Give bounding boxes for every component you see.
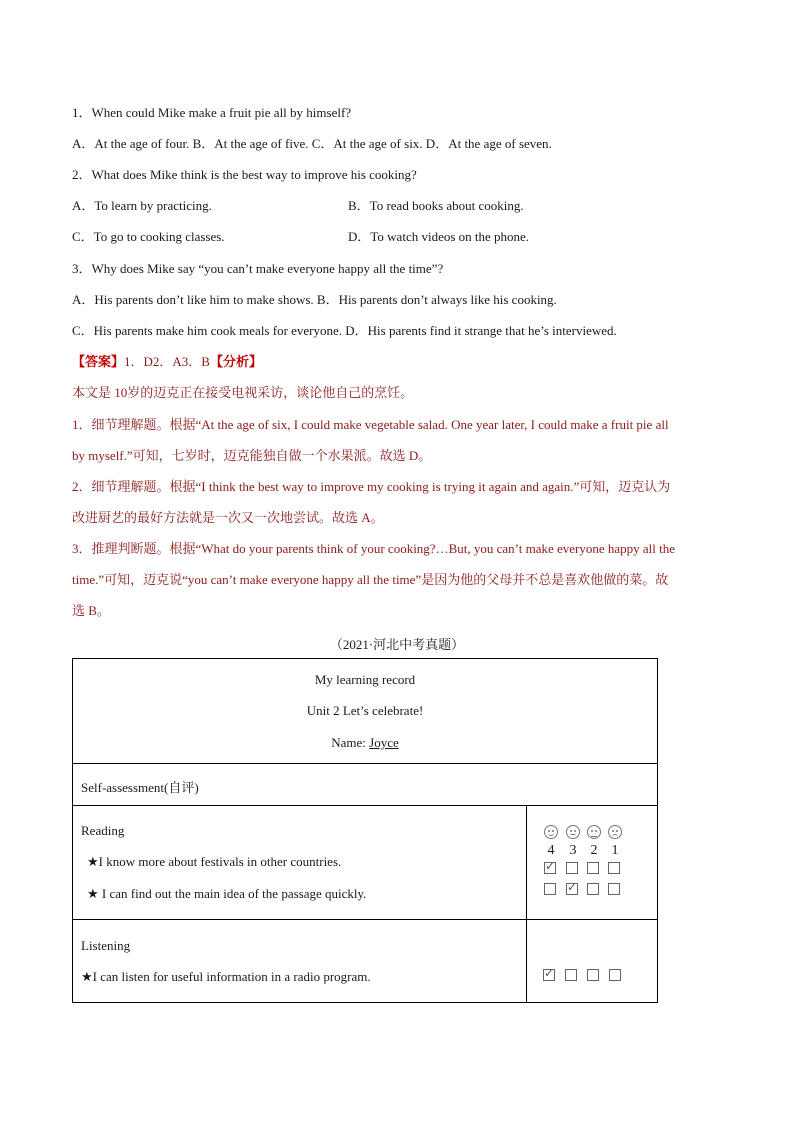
question-1-stem: 1．When could Mike make a fruit pie all by himself? <box>72 105 352 120</box>
explanation-line: 2．细节理解题。根据“I think the best way to improve my cooking is trying it again and again.”可知，迈克认为 <box>72 479 671 494</box>
self-assessment-label: Self-assessment(自评) <box>81 780 199 795</box>
question-2-option-d: D．To watch videos on the phone. <box>348 229 530 244</box>
record-name <box>73 735 657 751</box>
analysis-label: 【分析】 <box>209 354 262 369</box>
rating-checkbox[interactable] <box>566 862 578 874</box>
name-label: Name: <box>331 735 370 750</box>
scale-number: 4 <box>547 843 555 858</box>
rating-checkbox[interactable] <box>544 883 556 895</box>
rating-checkbox[interactable] <box>587 969 599 981</box>
question-3-options-ab: A．His parents don’t like him to make shows. B．His parents don’t always like his cooking. <box>72 292 557 307</box>
learning-record-table <box>72 658 658 1003</box>
record-title: My learning record <box>314 672 416 687</box>
scale-number: 3 <box>569 843 577 858</box>
self-assessment-row <box>73 763 657 806</box>
analysis-intro: 本文是 10岁的迈克正在接受电视采访，谈论他自己的烹饪。 <box>72 385 414 400</box>
explanation-line: by myself.”可知，七岁时，迈克能独自做一个水果派。故选 D。 <box>72 448 432 463</box>
question-3-stem: 3．Why does Mike say “you can’t make everyone happy all the time”? <box>72 261 444 276</box>
rating-checkbox[interactable] <box>587 862 599 874</box>
explanation-line: 3．推理判断题。根据“What do your parents think of your cooking?…But, you can’t make everyone happy all the <box>72 541 676 556</box>
record-unit: Unit 2 Let’s celebrate! <box>306 703 424 718</box>
rating-checkbox[interactable] <box>544 862 556 874</box>
reading-item: ★I know more about festivals in other countries. <box>87 854 342 869</box>
answer-line <box>72 354 262 370</box>
explanation-line: time.”可知，迈克说“you can’t make everyone happy all the time”是因为他的父母并不总是喜欢他做的菜。故 <box>72 572 669 587</box>
slight-smile-face-icon <box>566 825 580 839</box>
frown-face-icon <box>608 825 622 839</box>
record-header <box>73 659 657 764</box>
listening-item: ★I can listen for useful information in a radio program. <box>81 969 371 984</box>
rating-checkbox[interactable] <box>608 883 620 895</box>
smile-face-icon <box>544 825 558 839</box>
reading-heading: Reading <box>81 823 125 838</box>
scale-number: 2 <box>590 843 598 858</box>
listening-row <box>73 920 657 1003</box>
scale-number: 1 <box>611 843 619 858</box>
name-value: Joyce <box>369 735 399 750</box>
reading-row <box>73 805 657 920</box>
explanation-line: 改进厨艺的最好方法就是一次又一次地尝试。故选 A。 <box>72 510 384 525</box>
question-2-stem: 2．What does Mike think is the best way to improve his cooking? <box>72 167 417 182</box>
rating-checkbox[interactable] <box>609 969 621 981</box>
question-2-option-c: C．To go to cooking classes. <box>72 229 225 244</box>
question-1-options: A．At the age of four. B．At the age of five. C．At the age of six. D．At the age of seven. <box>72 136 552 151</box>
explanation-line: 1．细节理解题。根据“At the age of six, I could make vegetable salad. One year later, I could make a fruit pie all <box>72 417 669 432</box>
explanation-line: 选 B。 <box>72 603 110 618</box>
reading-item: ★ I can find out the main idea of the passage quickly. <box>87 886 367 901</box>
rating-checkbox[interactable] <box>543 969 555 981</box>
rating-checkbox[interactable] <box>608 862 620 874</box>
rating-checkbox[interactable] <box>566 883 578 895</box>
rating-checkbox[interactable] <box>565 969 577 981</box>
question-2-option-b: B．To read books about cooking. <box>348 198 524 213</box>
rating-checkbox[interactable] <box>587 883 599 895</box>
question-3-options-cd: C．His parents make him cook meals for everyone. D．His parents find it strange that he’s interviewed. <box>72 323 617 338</box>
listening-heading: Listening <box>81 938 131 953</box>
source-caption: （2021·河北中考真题） <box>329 637 465 652</box>
neutral-face-icon <box>587 825 601 839</box>
question-2-option-a: A．To learn by practicing. <box>72 198 212 213</box>
answer-label: 【答案】 <box>72 354 125 369</box>
answer-keys: 1．D2．A3．B <box>124 354 210 369</box>
